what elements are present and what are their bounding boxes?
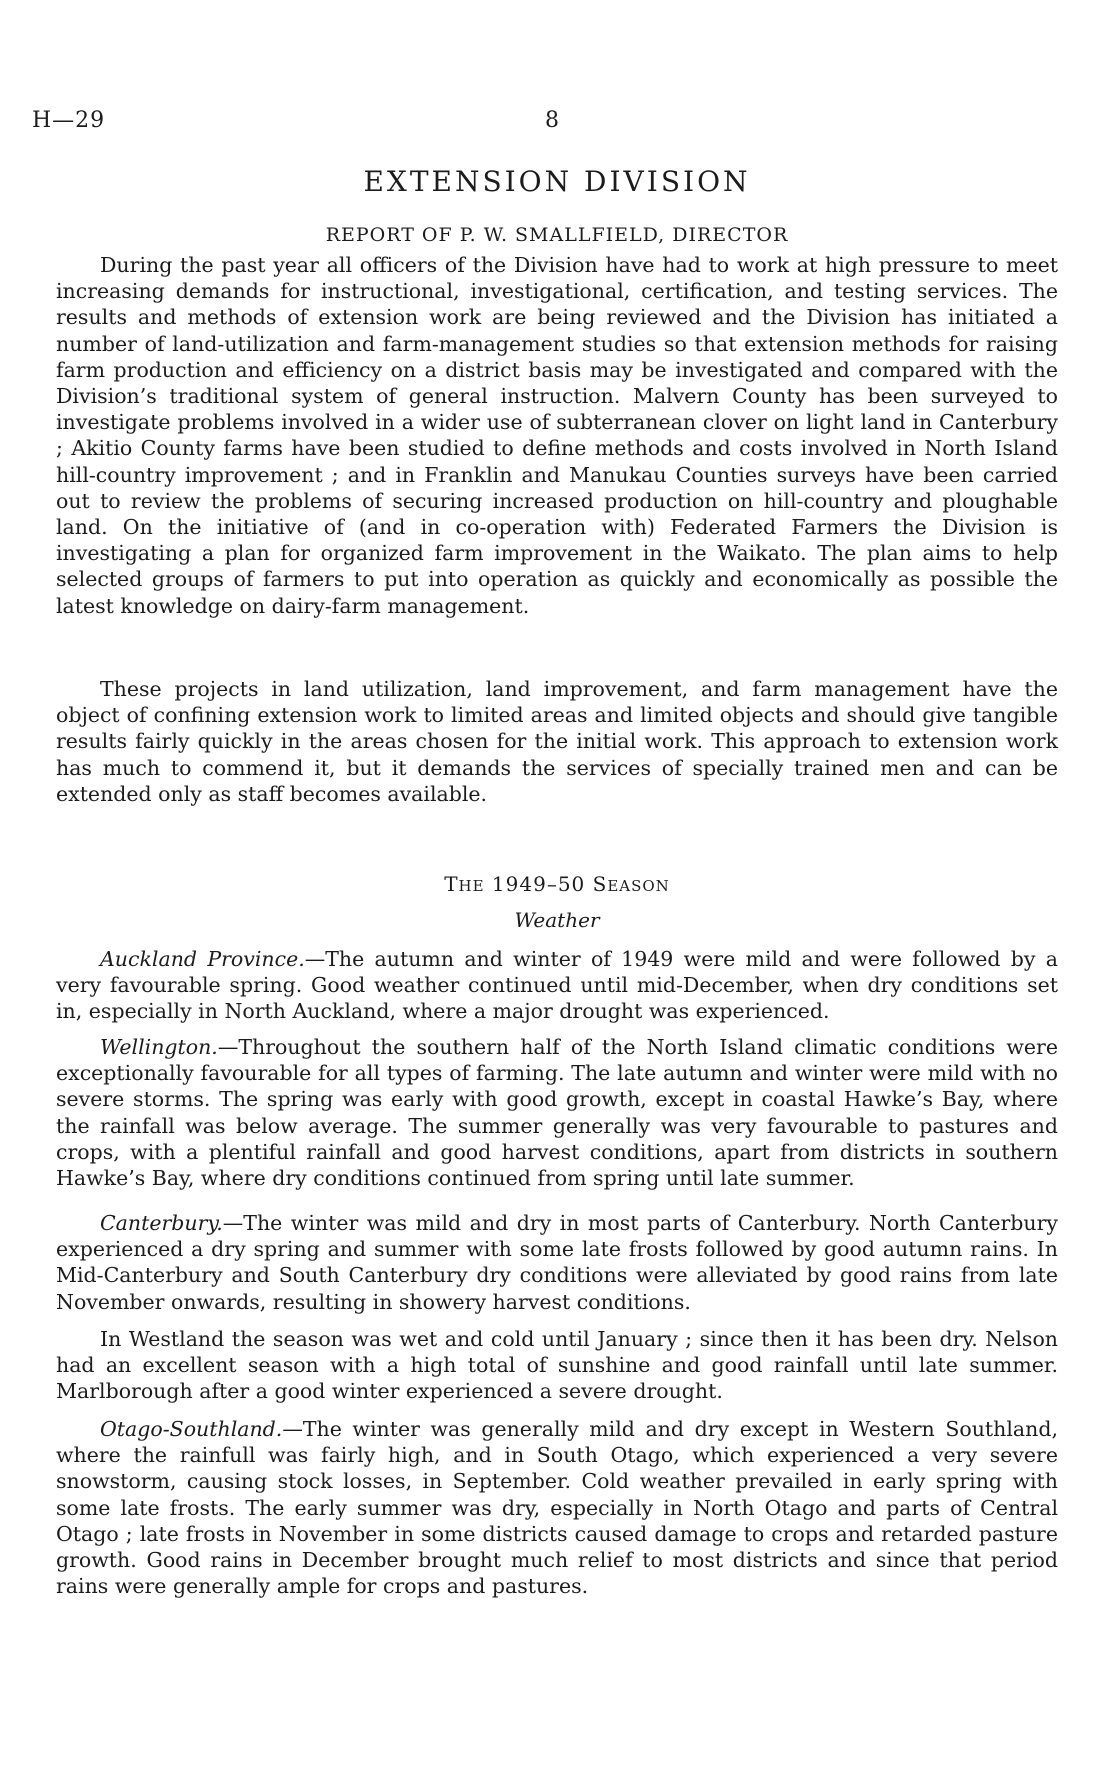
region-lead: Wellington. <box>100 1035 218 1059</box>
paragraph-text <box>56 1210 1058 1315</box>
intro-paragraph-2 <box>56 676 1058 807</box>
region-text: —The winter was generally mild and dry except in Western Southland, where the rainfull was fairly high, and in South Otago, which experienced a very severe snowstorm, causing stock losses, in September. Cold weather prevailed in early spring with some late frosts. The early summer was dry, especially in North Otago and parts of Central Otago ; late frosts in November in some districts caused damage to crops and retarded pasture growth. Good rains in December brought much relief to most districts and since that period rains were generally ample for crops and pastures. <box>56 1417 1058 1599</box>
paragraph-text: During the past year all officers of the Division have had to work at high pressure to meet increasing demands for instructional, investigational, certification, and testing services. The results and methods of extension work are being reviewed and the Division has initiated a number of land-utilization and farm-management studies so that extension methods for raising farm production and efficiency on a district basis may be investigated and compared with the Division’s traditional system of general instruction. Malvern County has been surveyed to investigate problems involved in a wider use of subterranean clover on light land in Canterbury ; Akitio County farms have been studied to define methods and costs involved in North Island hill-country improvement ; and in Franklin and Manukau Counties surveys have been carried out to review the problems of securing increased production on hill-country and ploughable land. On the initiative of (and in co-operation with) Federated Farmers the Division is investigating a plan for organized farm improvement in the Waikato. The plan aims to help selected groups of farmers to put into operation as quickly and economically as possible the latest knowledge on dairy-farm management. <box>56 253 1058 618</box>
section-heading-the: T <box>444 872 459 896</box>
weather-otago-southland <box>56 1416 1058 1599</box>
section-heading <box>0 872 1114 896</box>
section-heading-the-smallcaps: HE <box>458 877 485 895</box>
paragraph-text <box>56 1416 1058 1599</box>
region-text: —The autumn and winter of 1949 were mild and were followed by a very favourable spring. Good weather continued until mid-December, when dry conditions set in, especially in North Auckland, where a major drought was experienced. <box>56 947 1058 1024</box>
region-lead: Canterbury. <box>100 1211 223 1235</box>
report-subtitle: REPORT OF P. W. SMALLFIELD, DIRECTOR <box>325 224 789 246</box>
weather-canterbury <box>56 1210 1058 1315</box>
region-text: —Throughout the southern half of the North Island climatic conditions were exceptionally favourable for all types of farming. The late autumn and winter were mild with no severe storms. The spring was early with good growth, except in coastal Hawke’s Bay, where the rainfall was below average. The summer generally was very favourable to pastures and crops, with a plentiful rainfall and good harvest conditions, apart from districts in southern Hawke’s Bay, where dry conditions continued from spring until late summer. <box>56 1035 1058 1191</box>
paragraph-text: In Westland the season was wet and cold until January ; since then it has been dry. Nelson had an excellent season with a high total of sunshine and good rainfall until late summer. Marlborough after a good winter experienced a severe drought. <box>56 1327 1058 1404</box>
weather-auckland <box>56 946 1058 1025</box>
subsection-heading: Weather <box>514 908 600 932</box>
weather-wellington <box>56 1034 1058 1191</box>
paragraph-text: These projects in land utilization, land improvement, and farm management have the object of confining extension work to limited areas and limited objects and should give tangible results fairly quickly in the areas chosen for the initial work. This approach to extension work has much to commend it, but it demands the services of specially trained men and can be extended only as staff becomes available. <box>56 677 1058 806</box>
section-heading-season: S <box>592 872 608 896</box>
paragraph-text <box>56 946 1058 1025</box>
weather-westland <box>56 1326 1058 1405</box>
intro-paragraph-1 <box>56 252 1058 619</box>
section-heading-season-smallcaps: EASON <box>607 877 670 895</box>
paragraph-text <box>56 1034 1058 1191</box>
page-title: EXTENSION DIVISION <box>363 165 751 198</box>
region-text: —The winter was mild and dry in most parts of Canterbury. North Canterbury experienced a dry spring and summer with some late frosts followed by good autumn rains. In Mid-Canterbury and South Canterbury dry conditions were alleviated by good rains from late November onwards, resulting in showery harvest conditions. <box>56 1211 1058 1314</box>
section-heading-years: 1949–50 <box>484 872 593 896</box>
page-number: 8 <box>545 108 559 133</box>
report-reference: H—29 <box>32 108 106 133</box>
region-lead: Otago-Southland. <box>100 1417 283 1441</box>
region-lead: Auckland Province. <box>100 947 305 971</box>
